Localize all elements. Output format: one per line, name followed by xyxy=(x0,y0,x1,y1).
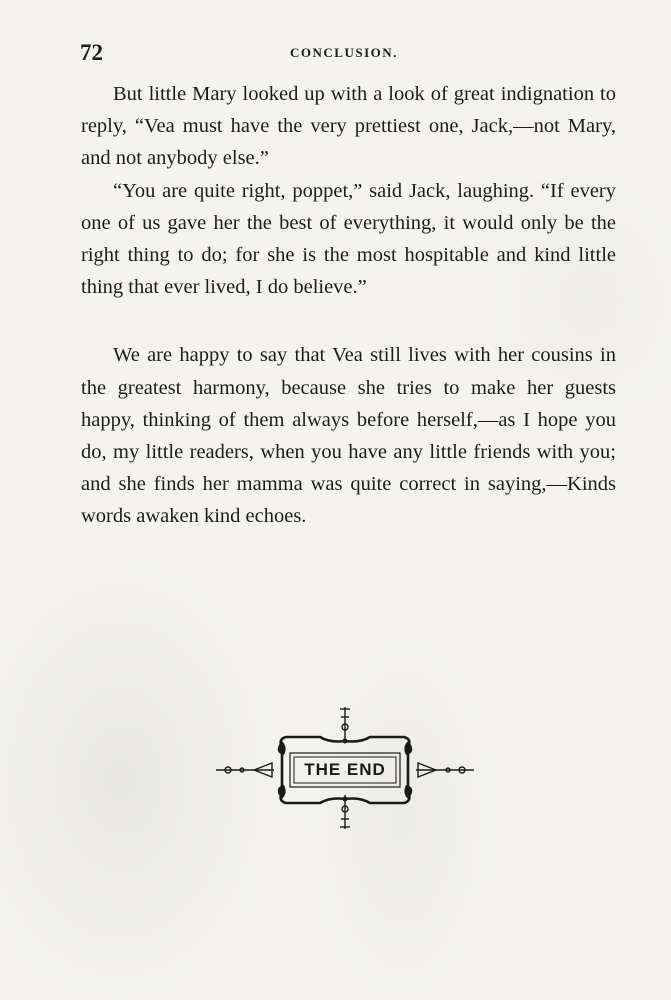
paragraph-jack-reply: “You are quite right, poppet,” said Jack, laughing. “If every one of us gave her the best of everything, it would only be the right thing to do; for she is the most hospitable and kind little thing that ever lived, I do believe.” xyxy=(81,179,616,299)
running-head: CONCLUSION. xyxy=(290,45,398,60)
the-end-label: THE END xyxy=(304,760,386,779)
body-text xyxy=(81,78,616,533)
page-number: 72 xyxy=(80,40,103,65)
page-header xyxy=(80,38,610,68)
paragraph-mary-reply: But little Mary looked up with a look of great indignation to reply, “Vea must have the very prettiest one, Jack,—not Mary, and not anybody else.” xyxy=(81,83,616,170)
paragraph-conclusion: We are happy to say that Vea still lives with her cousins in the greatest harmony, because she tries to make her guests happy, thinking of them always before herself,—as I hope you do, my little readers, when you have any little friends with you; and she finds her mamma was quite correct in saying,—Kinds words awaken kind echoes. xyxy=(81,344,616,528)
the-end-ornament xyxy=(214,703,476,833)
section-break xyxy=(81,303,616,339)
